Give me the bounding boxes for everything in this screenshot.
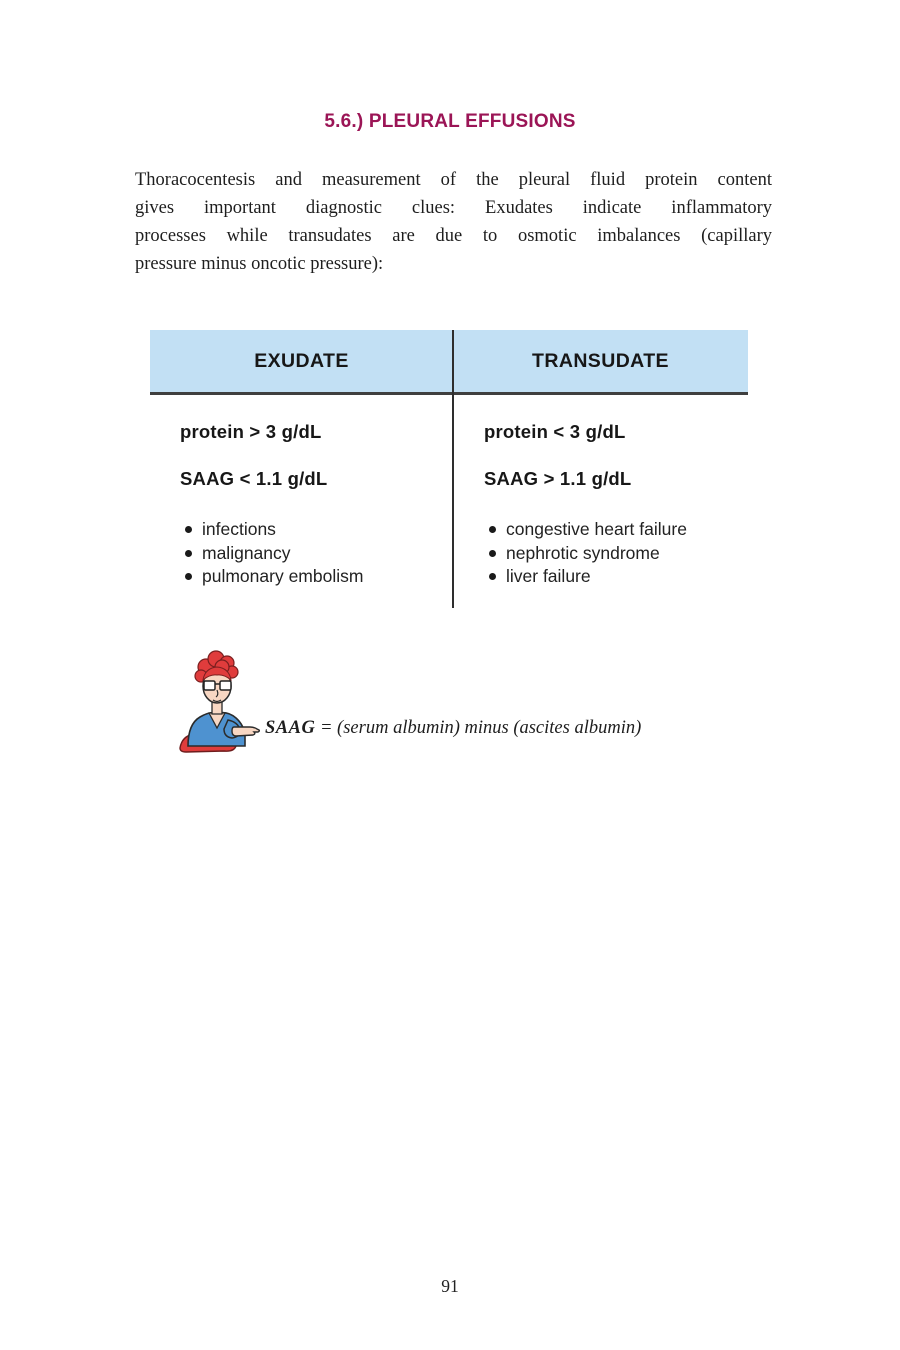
- table-body: [150, 395, 748, 589]
- exudate-protein-criterion: protein > 3 g/dL: [180, 421, 322, 442]
- transudate-saag-criterion: SAAG > 1.1 g/dL: [484, 468, 632, 489]
- intro-line: gives important diagnostic clues: Exudates indicate inflammatory: [135, 198, 772, 218]
- exudate-column: [150, 395, 453, 589]
- saag-definition-text: = (serum albumin) minus (ascites albumin): [315, 718, 642, 738]
- exudate-causes-list: [180, 518, 453, 589]
- list-item: congestive heart failure: [484, 518, 748, 542]
- pointing-doctor-illustration: [176, 650, 260, 754]
- bullet-dot: [489, 526, 496, 533]
- list-item: malignancy: [180, 542, 453, 566]
- table-header-row: [150, 330, 748, 395]
- exudate-saag-criterion: SAAG < 1.1 g/dL: [180, 468, 328, 489]
- bullet-dot: [185, 573, 192, 580]
- bullet-dot: [185, 526, 192, 533]
- column-header-transudate: TRANSUDATE: [532, 349, 669, 372]
- list-item: liver failure: [484, 565, 748, 589]
- transudate-column: [453, 395, 748, 589]
- exudate-transudate-table: [150, 330, 748, 589]
- intro-line: processes while transudates are due to osmotic imbalances (capillary: [135, 226, 772, 246]
- transudate-causes-list: [484, 518, 748, 589]
- column-header-exudate: EXUDATE: [254, 349, 349, 372]
- intro-paragraph: [135, 166, 772, 278]
- intro-line: Thoracocentesis and measurement of the pleural fluid protein content: [135, 170, 772, 190]
- list-item: infections: [180, 518, 453, 542]
- saag-definition: [265, 718, 641, 739]
- transudate-protein-criterion: protein < 3 g/dL: [484, 421, 626, 442]
- intro-line: pressure minus oncotic pressure):: [135, 254, 384, 274]
- bullet-dot: [489, 550, 496, 557]
- bullet-dot: [185, 550, 192, 557]
- saag-term: SAAG: [265, 718, 316, 738]
- bullet-dot: [489, 573, 496, 580]
- list-item: pulmonary embolism: [180, 565, 453, 589]
- section-title: 5.6.) PLEURAL EFFUSIONS: [324, 111, 576, 132]
- list-item: nephrotic syndrome: [484, 542, 748, 566]
- page-number: 91: [441, 1276, 459, 1296]
